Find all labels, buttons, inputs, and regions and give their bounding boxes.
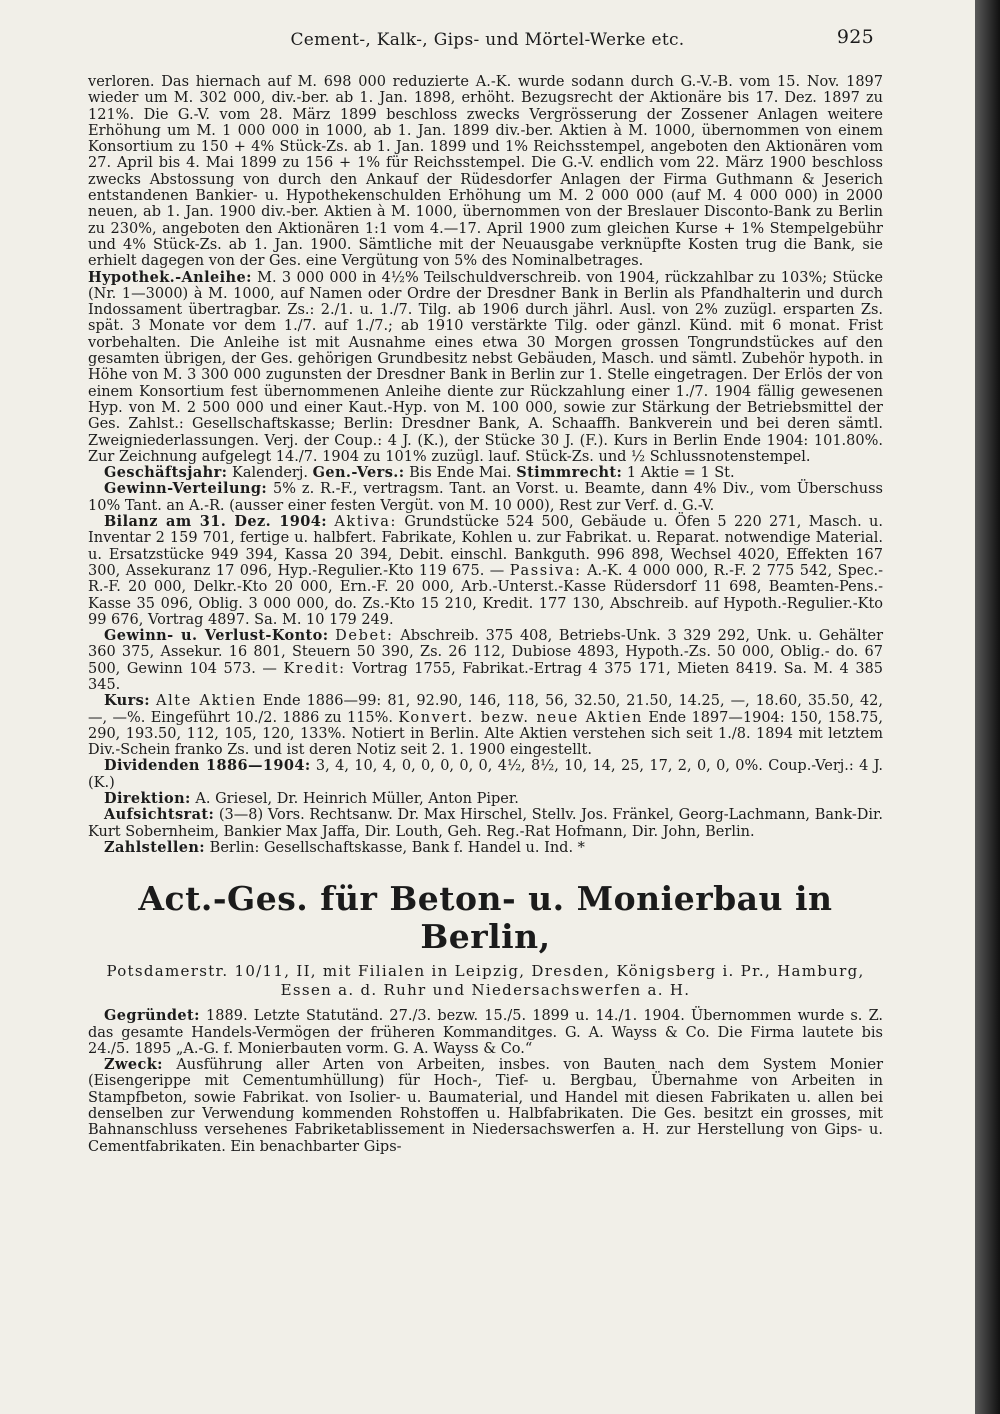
geschaeftsjahr-text: Kalenderj. bbox=[227, 465, 313, 482]
gewinn-verteilung-paragraph bbox=[88, 481, 883, 514]
bilanz-label: Bilanz am 31. Dez. 1904: bbox=[104, 513, 327, 531]
neue-aktien-label: Konvert. bezw. neue Aktien bbox=[398, 709, 643, 726]
capital-history-paragraph: verloren. Das hiernach auf M. 698 000 reduzierte A.-K. wurde sodann durch G.-V.-B. vom 15. Nov. 1897 wieder um M. 302 000, div.-ber. ab 1. Jan. 1898, erhöht. Bezugsrecht der Aktionäre bis 17. Dez. 1897 zu 121%. Die G.-V. vom 28. März 1899 beschloss zwecks Vergrösserung der Zossener Anlagen weitere Erhöhung um M. 1 000 000 in 1000, ab 1. Jan. 1899 div.-ber. Aktien à M. 1000, übernommen von einem Konsortium zu 150 + 4% Stück-Zs. ab 1. Jan. 1899 und 1% Reichsstempel, angeboten den Aktionären vom 27. April bis 4. Mai 1899 zu 156 + 1% für Reichsstempel. Die G.-V. endlich vom 22. März 1900 beschloss zwecks Abstossung von durch den Ankauf der Rüdesdorfer Anlagen der Firma Guthmann & Jeserich entstandenen Bankier- u. Hypothekenschulden Erhöhung um M. 2 000 000 (auf M. 4 000 000) in 2000 neuen, ab 1. Jan. 1900 div.-ber. Aktien à M. 1000, übernommen von der Breslauer Disconto-Bank zu Berlin zu 230%, angeboten den Aktionären 1:1 vom 4.—17. April 1900 zum gleichen Kurse + 1% Stempelgebühr und 4% Stück-Zs. ab 1. Jan. 1900. Sämtliche mit der Neuausgabe verknüpfte Kosten trug die Bank, sie erhielt dagegen von der Ges. eine Vergütung von 5% des Nominalbetrages. bbox=[88, 74, 883, 270]
page-number: 925 bbox=[836, 26, 874, 48]
zweck-text: Ausführung aller Arten von Arbeiten, insbes. von Bauten nach dem System Monier (Eisengerippe mit Cementumhüllung) für Hoch-, Tief- u. Bergbau, Übernahme von Arbeiten in Stampfbeton, sowie Fabrikat. von Isolier- u. Baumaterial, und Handel mit diesen Fabrikaten u. allen bei denselben zur Verwendung kommenden Rohstoffen u. Halbfabrikaten. Die Ges. besitzt ein grosses, mit Bahnanschluss versehenes Fabriketablissement in Niedersachswerfen a. H. zur Herstellung von Gips- u. Cementfabrikaten. Ein benachbarter Gips- bbox=[88, 1057, 883, 1155]
gen-vers-text: Bis Ende Mai. bbox=[404, 465, 517, 482]
geschaeftsjahr-paragraph bbox=[88, 465, 883, 481]
gewinn-verteilung-text: 5% z. R.-F., vertragsm. Tant. an Vorst. u. Beamte, dann 4% Div., vom Überschuss 10% Tant. an A.-R. (ausser einer festen Vergüt. von M. 10 000), Rest zur Verf. d. G.-V. bbox=[88, 481, 883, 514]
aufsichtsrat-text: (3—8) Vors. Rechtsanw. Dr. Max Hirschel, Stellv. Jos. Fränkel, Georg-Lachmann, Bank-Dir. Kurt Sobernheim, Bankier Max Jaffa, Dir. Louth, Geh. Reg.-Rat Hofmann, Dir. John, Berlin. bbox=[88, 807, 883, 840]
direktion-label: Direktion: bbox=[104, 790, 191, 808]
gegruendet-text: 1889. Letzte Statutänd. 27./3. bezw. 15./5. 1899 u. 14./1. 1904. Übernommen wurde s. Z. das gesamte Handels-Vermögen der früheren Kommanditges. G. A. Wayss & Co. Die Firma lautete bis 24./5. 1895 „A.-G. f. Monierbauten vorm. G. A. Wayss & Co.“ bbox=[88, 1008, 883, 1057]
hypothek-text: M. 3 000 000 in 4½% Teilschuldverschreib. von 1904, rückzahlbar zu 103%; Stücke (Nr. 1—3000) à M. 1000, auf Namen oder Ordre der Dresdner Bank in Berlin als Pfandhalterin und durch Indossament übertragbar. Zs.: 2./1. u. 1./7. Tilg. ab 1906 durch jährl. Ausl. von 2% zuzügl. ersparten Zs. spät. 3 Monate vor dem 1./7. auf 1./7.; ab 1910 verstärkte Tilg. oder gänzl. Künd. mit 6 monat. Frist vorbehalten. Die Anleihe ist mit Ausnahme eines etwa 30 Morgen grossen Tongrundstückes auf den gesamten übrigen, der Ges. gehörigen Grundbesitz nebst Gebäuden, Masch. und sämtl. Zubehör hypoth. in Höhe von M. 3 300 000 zugunsten der Dresdner Bank in Berlin zur 1. Stelle eingetragen. Der Erlös der von einem Konsortium fest übernommenen Anleihe diente zur Rückzahlung einer 1./7. 1904 fällig gewesenen Hyp. von M. 2 500 000 und einer Kaut.-Hyp. von M. 100 000, sowie zur Stärkung der Betriebsmittel der Ges. Zahlst.: Gesellschaftskasse; Berlin: Dresdner Bank, A. Schaaffh. Bankverein und bei deren sämtl. Zweigniederlassungen. Verj. der Coup.: 4 J. (K.), der Stücke 30 J. (F.). Kurs in Berlin Ende 1904: 101.80%. Zur Zeichnung aufgelegt 14./7. 1904 zu 101% zuzügl. lauf. Stück-Zs. und ½ Schlussnotenstempel. bbox=[88, 269, 883, 465]
passiva-text: A.-K. 4 000 000, R.-F. 2 775 542, Spec.-R.-F. 20 000, Delkr.-Kto 20 000, Ern.-F. 20 000, Arb.-Unterst.-Kasse Rüdersdorf 11 698, Beamten-Pens.-Kasse 35 096, Oblig. 3 000 000, do. Zs.-Kto 15 210, Kredit. 177 130, Abschreib. auf Hypoth.-Regulier.-Kto 99 676, Vortrag 4897. Sa. M. 10 179 249. bbox=[88, 562, 883, 628]
stimmrecht-label: Stimmrecht: bbox=[516, 464, 623, 482]
company-address: Potsdamerstr. 10/11, II, mit Filialen in Leipzig, Dresden, Königsberg i. Pr., Hamburg, Essen a. d. Ruhr und Niedersachswerfen a. H. bbox=[106, 962, 865, 1000]
hypothek-label: Hypothek.-Anleihe: bbox=[88, 268, 252, 286]
aufsichtsrat-label: Aufsichtsrat: bbox=[104, 806, 215, 824]
alte-aktien-text: Ende 1886—99: 81, 92.90, 146, 118, 56, 32.50, 21.50, 14.25, —, 18.60, 35.50, 42, —, —%. Eingeführt 10./2. 1886 zu 115%. bbox=[88, 693, 884, 726]
company-heading: Act.-Ges. für Beton- u. Monierbau in Berlin, bbox=[138, 879, 833, 957]
zweck-label: Zweck: bbox=[104, 1056, 163, 1074]
aufsichtsrat-paragraph bbox=[88, 807, 883, 840]
gewinn-konto-label: Gewinn- u. Verlust-Konto: bbox=[104, 627, 329, 645]
zweck-paragraph bbox=[88, 1057, 883, 1155]
running-title: Cement-, Kalk-, Gips- und Mörtel-Werke etc. bbox=[290, 30, 685, 50]
alte-aktien-label: Alte Aktien bbox=[156, 693, 257, 710]
gewinn-verteilung-label: Gewinn-Verteilung: bbox=[104, 480, 268, 498]
dividenden-label: Dividenden 1886—1904: bbox=[104, 757, 311, 775]
hypothek-paragraph bbox=[88, 270, 883, 466]
direktion-paragraph bbox=[88, 791, 883, 807]
gen-vers-label: Gen.-Vers.: bbox=[312, 464, 405, 482]
neue-aktien-text: Ende 1897—1904: 150, 158.75, 290, 193.50, 112, 105, 120, 133%. Notiert in Berlin. Alte Aktien verstehen sich seit 1./8. 1894 mit letztem Div.-Schein franko Zs. und ist deren Notiz seit 2. 1. 1900 eingestellt. bbox=[88, 709, 883, 759]
zahlstellen-text: Berlin: Gesellschaftskasse, Bank f. Handel u. Ind. * bbox=[205, 839, 585, 856]
bilanz-paragraph bbox=[88, 514, 883, 628]
zahlstellen-paragraph bbox=[88, 840, 883, 856]
aktiva-label: Aktiva: bbox=[334, 514, 397, 531]
gewinn-konto-paragraph bbox=[88, 628, 883, 693]
gegruendet-paragraph bbox=[88, 1008, 883, 1057]
zahlstellen-label: Zahlstellen: bbox=[104, 838, 206, 856]
kurs-paragraph bbox=[88, 693, 883, 758]
running-header bbox=[95, 26, 880, 56]
debet-label: Debet: bbox=[335, 628, 394, 645]
kredit-text: Vortrag 1755, Fabrikat.-Ertrag 4 375 171, Mieten 8419. Sa. M. 4 385 345. bbox=[88, 660, 883, 693]
kredit-label: Kredit: bbox=[283, 660, 346, 677]
text-body bbox=[88, 74, 883, 1155]
dividenden-text: 3, 4, 10, 4, 0, 0, 0, 0, 0, 4½, 8½, 10, 14, 25, 17, 2, 0, 0, 0%. Coup.-Verj.: 4 J. (K.) bbox=[88, 758, 883, 791]
stimmrecht-text: 1 Aktie = 1 St. bbox=[622, 465, 735, 482]
scan-edge bbox=[975, 0, 1000, 1414]
kurs-label: Kurs: bbox=[104, 692, 150, 710]
geschaeftsjahr-label: Geschäftsjahr: bbox=[104, 464, 228, 482]
direktion-text: A. Griesel, Dr. Heinrich Müller, Anton Piper. bbox=[190, 791, 519, 808]
aktiva-text: Grundstücke 524 500, Gebäude u. Öfen 5 220 271, Masch. u. Inventar 2 159 701, fertige u. halbfert. Fabrikate, Kohlen u. zur Fabrikat. u. Reparat. notwendige Material. u. Ersatzstücke 949 394, Kassa 20 394, Debit. einschl. Bankguth. 996 898, Wechsel 4020, Effekten 167 300, Assekuranz 17 096, Hyp.-Regulier.-Kto 119 675. — bbox=[88, 514, 883, 579]
debet-text: Abschreib. 375 408, Betriebs-Unk. 3 329 292, Unk. u. Gehälter 360 375, Assekur. 16 801, Steuern 50 390, Zs. 26 112, Dubiose 4893, Hypoth.-Zs. 50 000, Oblig.- do. 67 500, Gewinn 104 573. — bbox=[88, 628, 883, 677]
dividenden-paragraph bbox=[88, 758, 883, 791]
gegruendet-label: Gegründet: bbox=[104, 1007, 200, 1025]
passiva-label: Passiva: bbox=[509, 562, 582, 579]
